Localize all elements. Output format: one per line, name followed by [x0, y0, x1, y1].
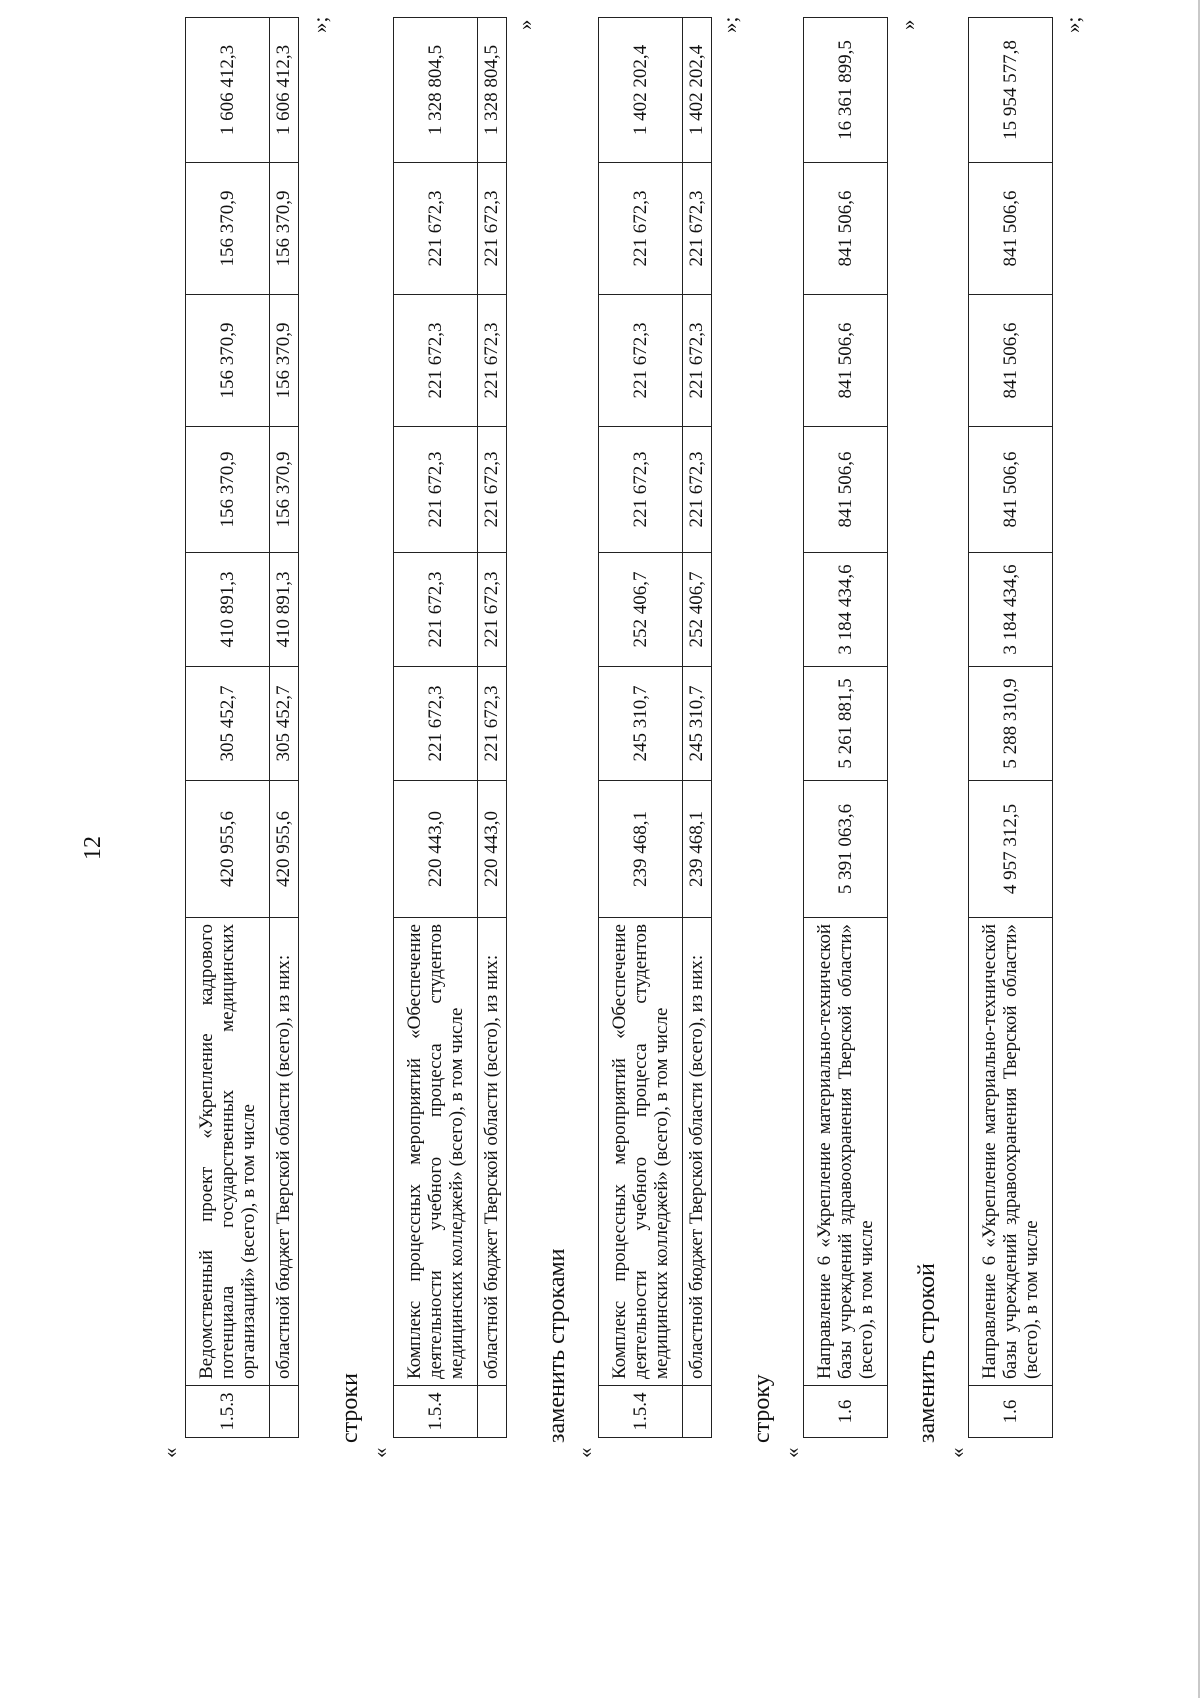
value-cell: 221 672,3 [599, 295, 683, 427]
table-row [186, 18, 270, 1438]
value-cell: 221 672,3 [478, 295, 507, 427]
table-row [599, 18, 683, 1438]
value-cell: 15 954 577,8 [969, 18, 1053, 163]
row-name: Направление 6 «Укрепление материально-технической базы учреждений здравоохранения Тверской области» (всего), в том числе [969, 918, 1053, 1386]
value-cell: 420 955,6 [270, 781, 299, 918]
row-name: областной бюджет Тверской области (всего), из них: [270, 918, 299, 1386]
value-cell: 841 506,6 [804, 295, 888, 427]
value-cell: 420 955,6 [186, 781, 270, 918]
value-cell: 221 672,3 [394, 553, 478, 667]
value-cell: 239 468,1 [683, 781, 712, 918]
table-row [478, 18, 507, 1438]
row-name: Ведомственный проект «Укрепление кадрового потенциала государственных медицинских организаций» (всего), в том числе [186, 918, 270, 1386]
value-cell: 221 672,3 [394, 295, 478, 427]
page-number: 12 [80, 836, 106, 860]
value-cell: 245 310,7 [683, 667, 712, 781]
value-cell: 221 672,3 [683, 163, 712, 295]
budget-table-3 [598, 17, 712, 1438]
value-cell: 410 891,3 [186, 553, 270, 667]
budget-table-1 [185, 17, 299, 1438]
lead-text: заменить строками [544, 1248, 570, 1443]
value-cell: 1 606 412,3 [186, 18, 270, 163]
close-quote: » [896, 19, 920, 30]
value-cell: 156 370,9 [270, 163, 299, 295]
value-cell: 841 506,6 [969, 427, 1053, 553]
budget-table-4 [803, 17, 888, 1438]
row-name: Направление 6 «Укрепление материально-технической базы учреждений здравоохранения Тверской области» (всего), в том числе [804, 918, 888, 1386]
open-quote: « [945, 1447, 969, 1458]
value-cell: 3 184 434,6 [969, 553, 1053, 667]
value-cell: 156 370,9 [270, 295, 299, 427]
table-row [969, 18, 1053, 1438]
value-cell: 5 288 310,9 [969, 667, 1053, 781]
row-code [683, 1386, 712, 1438]
value-cell: 1 402 202,4 [599, 18, 683, 163]
budget-table-5 [968, 17, 1053, 1438]
value-cell: 410 891,3 [270, 553, 299, 667]
row-code: 1.6 [969, 1386, 1053, 1438]
value-cell: 221 672,3 [599, 163, 683, 295]
table-row [270, 18, 299, 1438]
value-cell: 5 391 063,6 [804, 781, 888, 918]
value-cell: 1 328 804,5 [394, 18, 478, 163]
value-cell: 221 672,3 [683, 427, 712, 553]
value-cell: 305 452,7 [186, 667, 270, 781]
value-cell: 221 672,3 [478, 163, 507, 295]
row-code: 1.6 [804, 1386, 888, 1438]
lead-text: строку [749, 1374, 775, 1443]
value-cell: 5 261 881,5 [804, 667, 888, 781]
value-cell: 156 370,9 [270, 427, 299, 553]
value-cell: 221 672,3 [394, 427, 478, 553]
value-cell: 841 506,6 [804, 163, 888, 295]
row-code: 1.5.3 [186, 1386, 270, 1438]
value-cell: 305 452,7 [270, 667, 299, 781]
value-cell: 16 361 899,5 [804, 18, 888, 163]
row-code: 1.5.4 [599, 1386, 683, 1438]
value-cell: 156 370,9 [186, 427, 270, 553]
row-code: 1.5.4 [394, 1386, 478, 1438]
row-name: областной бюджет Тверской области (всего), из них: [683, 918, 712, 1386]
value-cell: 239 468,1 [599, 781, 683, 918]
row-name: областной бюджет Тверской области (всего), из них: [478, 918, 507, 1386]
open-quote: « [780, 1447, 804, 1458]
value-cell: 156 370,9 [186, 163, 270, 295]
value-cell: 3 184 434,6 [804, 553, 888, 667]
close-quote: » [513, 19, 537, 30]
value-cell: 221 672,3 [478, 553, 507, 667]
value-cell: 221 672,3 [599, 427, 683, 553]
row-name: Комплекс процессных мероприятий «Обеспечение деятельности учебного процесса студентов медицинских колледжей» (всего), в том числе [394, 918, 478, 1386]
table-row [394, 18, 478, 1438]
value-cell: 221 672,3 [478, 667, 507, 781]
value-cell: 1 606 412,3 [270, 18, 299, 163]
value-cell: 221 672,3 [394, 667, 478, 781]
table-row [804, 18, 888, 1438]
open-quote: « [368, 1447, 392, 1458]
value-cell: 4 957 312,5 [969, 781, 1053, 918]
open-quote: « [158, 1447, 182, 1458]
value-cell: 221 672,3 [478, 427, 507, 553]
value-cell: 1 328 804,5 [478, 18, 507, 163]
row-code [270, 1386, 299, 1438]
close-quote: »; [1061, 16, 1085, 33]
row-code [478, 1386, 507, 1438]
value-cell: 841 506,6 [804, 427, 888, 553]
close-quote: »; [308, 16, 332, 33]
value-cell: 221 672,3 [394, 163, 478, 295]
table-row [683, 18, 712, 1438]
value-cell: 221 672,3 [683, 295, 712, 427]
value-cell: 220 443,0 [478, 781, 507, 918]
value-cell: 841 506,6 [969, 295, 1053, 427]
value-cell: 252 406,7 [683, 553, 712, 667]
value-cell: 252 406,7 [599, 553, 683, 667]
value-cell: 245 310,7 [599, 667, 683, 781]
open-quote: « [573, 1447, 597, 1458]
lead-text: строки [337, 1373, 363, 1443]
close-quote: »; [718, 16, 742, 33]
value-cell: 220 443,0 [394, 781, 478, 918]
value-cell: 1 402 202,4 [683, 18, 712, 163]
row-name: Комплекс процессных мероприятий «Обеспечение деятельности учебного процесса студентов медицинских колледжей» (всего), в том числе [599, 918, 683, 1386]
value-cell: 841 506,6 [969, 163, 1053, 295]
lead-text: заменить строкой [914, 1263, 940, 1443]
value-cell: 156 370,9 [186, 295, 270, 427]
budget-table-2 [393, 17, 507, 1438]
